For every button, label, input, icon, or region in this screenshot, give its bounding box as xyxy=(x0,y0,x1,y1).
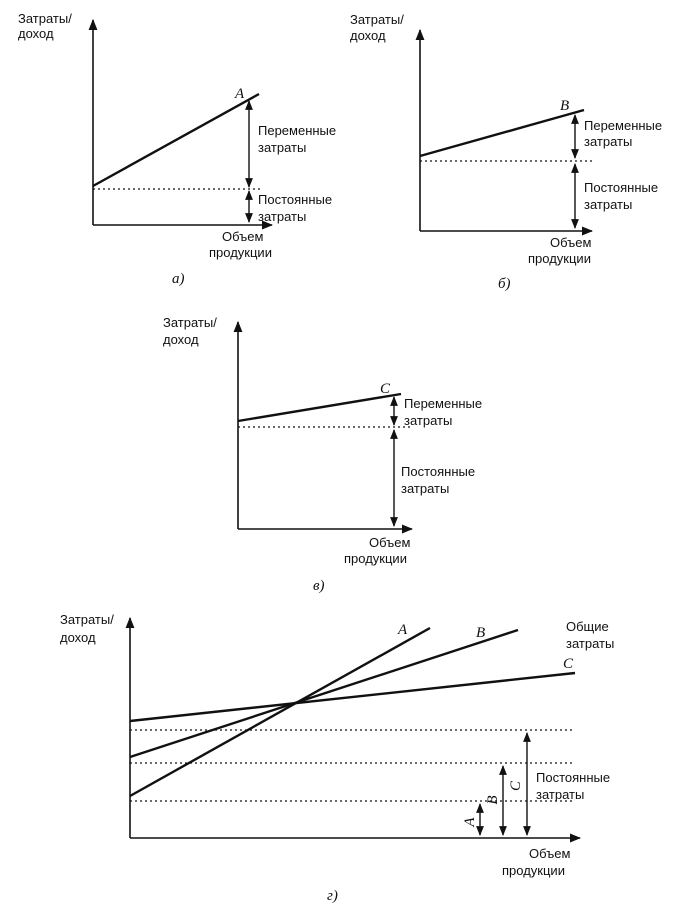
variable-cost-label: затраты xyxy=(584,134,633,149)
x-axis-label: Объем xyxy=(529,846,571,861)
fixed-cost-label: затраты xyxy=(536,787,585,802)
x-axis-label: Объем xyxy=(369,535,411,550)
panel-a xyxy=(18,11,336,287)
arrow-label-a: A xyxy=(462,817,478,827)
caption-c: в) xyxy=(313,578,325,594)
arrow-label-b: B xyxy=(485,795,501,805)
y-axis-label: доход xyxy=(60,630,96,645)
x-axis-label: продукции xyxy=(209,245,272,260)
panel-b xyxy=(350,12,662,292)
panel-c xyxy=(163,315,482,594)
variable-cost-label: Переменные xyxy=(258,123,337,138)
fixed-cost-label: Постоянные xyxy=(401,464,476,479)
fixed-cost-label: затраты xyxy=(584,197,633,212)
y-axis-label: Затраты/ xyxy=(350,12,404,27)
x-axis-label: Объем xyxy=(222,229,264,244)
x-axis-label: продукции xyxy=(528,251,591,266)
caption-b: б) xyxy=(498,276,511,292)
point-label-a: A xyxy=(398,622,408,638)
panel-d xyxy=(60,612,614,904)
fixed-cost-label: Постоянные xyxy=(536,770,611,785)
caption-d: г) xyxy=(327,888,338,904)
y-axis-label: Затраты/ xyxy=(18,11,72,26)
total-cost-label: затраты xyxy=(566,636,615,651)
y-axis-label: доход xyxy=(350,28,386,43)
fixed-cost-label: затраты xyxy=(401,481,450,496)
caption-a: а) xyxy=(172,271,185,287)
y-axis-label: Затраты/ xyxy=(60,612,114,627)
y-axis-label: доход xyxy=(18,26,54,41)
y-axis-label: Затраты/ xyxy=(163,315,217,330)
arrow-label-c: C xyxy=(508,780,524,792)
point-label-c: C xyxy=(380,381,391,397)
total-cost-line-a xyxy=(93,94,259,186)
fixed-cost-label: Постоянные xyxy=(258,192,333,207)
total-cost-line-a xyxy=(130,628,430,796)
y-axis-label: доход xyxy=(163,332,199,347)
point-label-b: B xyxy=(476,625,486,641)
variable-cost-label: Переменные xyxy=(584,118,663,133)
fixed-cost-label: Постоянные xyxy=(584,180,659,195)
point-label-b: B xyxy=(560,98,570,114)
x-axis-label: продукции xyxy=(502,863,565,878)
variable-cost-label: затраты xyxy=(404,413,453,428)
total-cost-line-c xyxy=(238,394,401,421)
total-cost-line-c xyxy=(130,673,575,721)
x-axis-label: продукции xyxy=(344,551,407,566)
total-cost-line-b xyxy=(130,630,518,757)
total-cost-label: Общие xyxy=(566,619,609,634)
variable-cost-label: Переменные xyxy=(404,396,483,411)
variable-cost-label: затраты xyxy=(258,140,307,155)
x-axis-label: Объем xyxy=(550,235,592,250)
total-cost-line-b xyxy=(420,110,584,156)
point-label-c: C xyxy=(563,656,574,672)
fixed-cost-label: затраты xyxy=(258,209,307,224)
point-label-a: A xyxy=(235,86,245,102)
